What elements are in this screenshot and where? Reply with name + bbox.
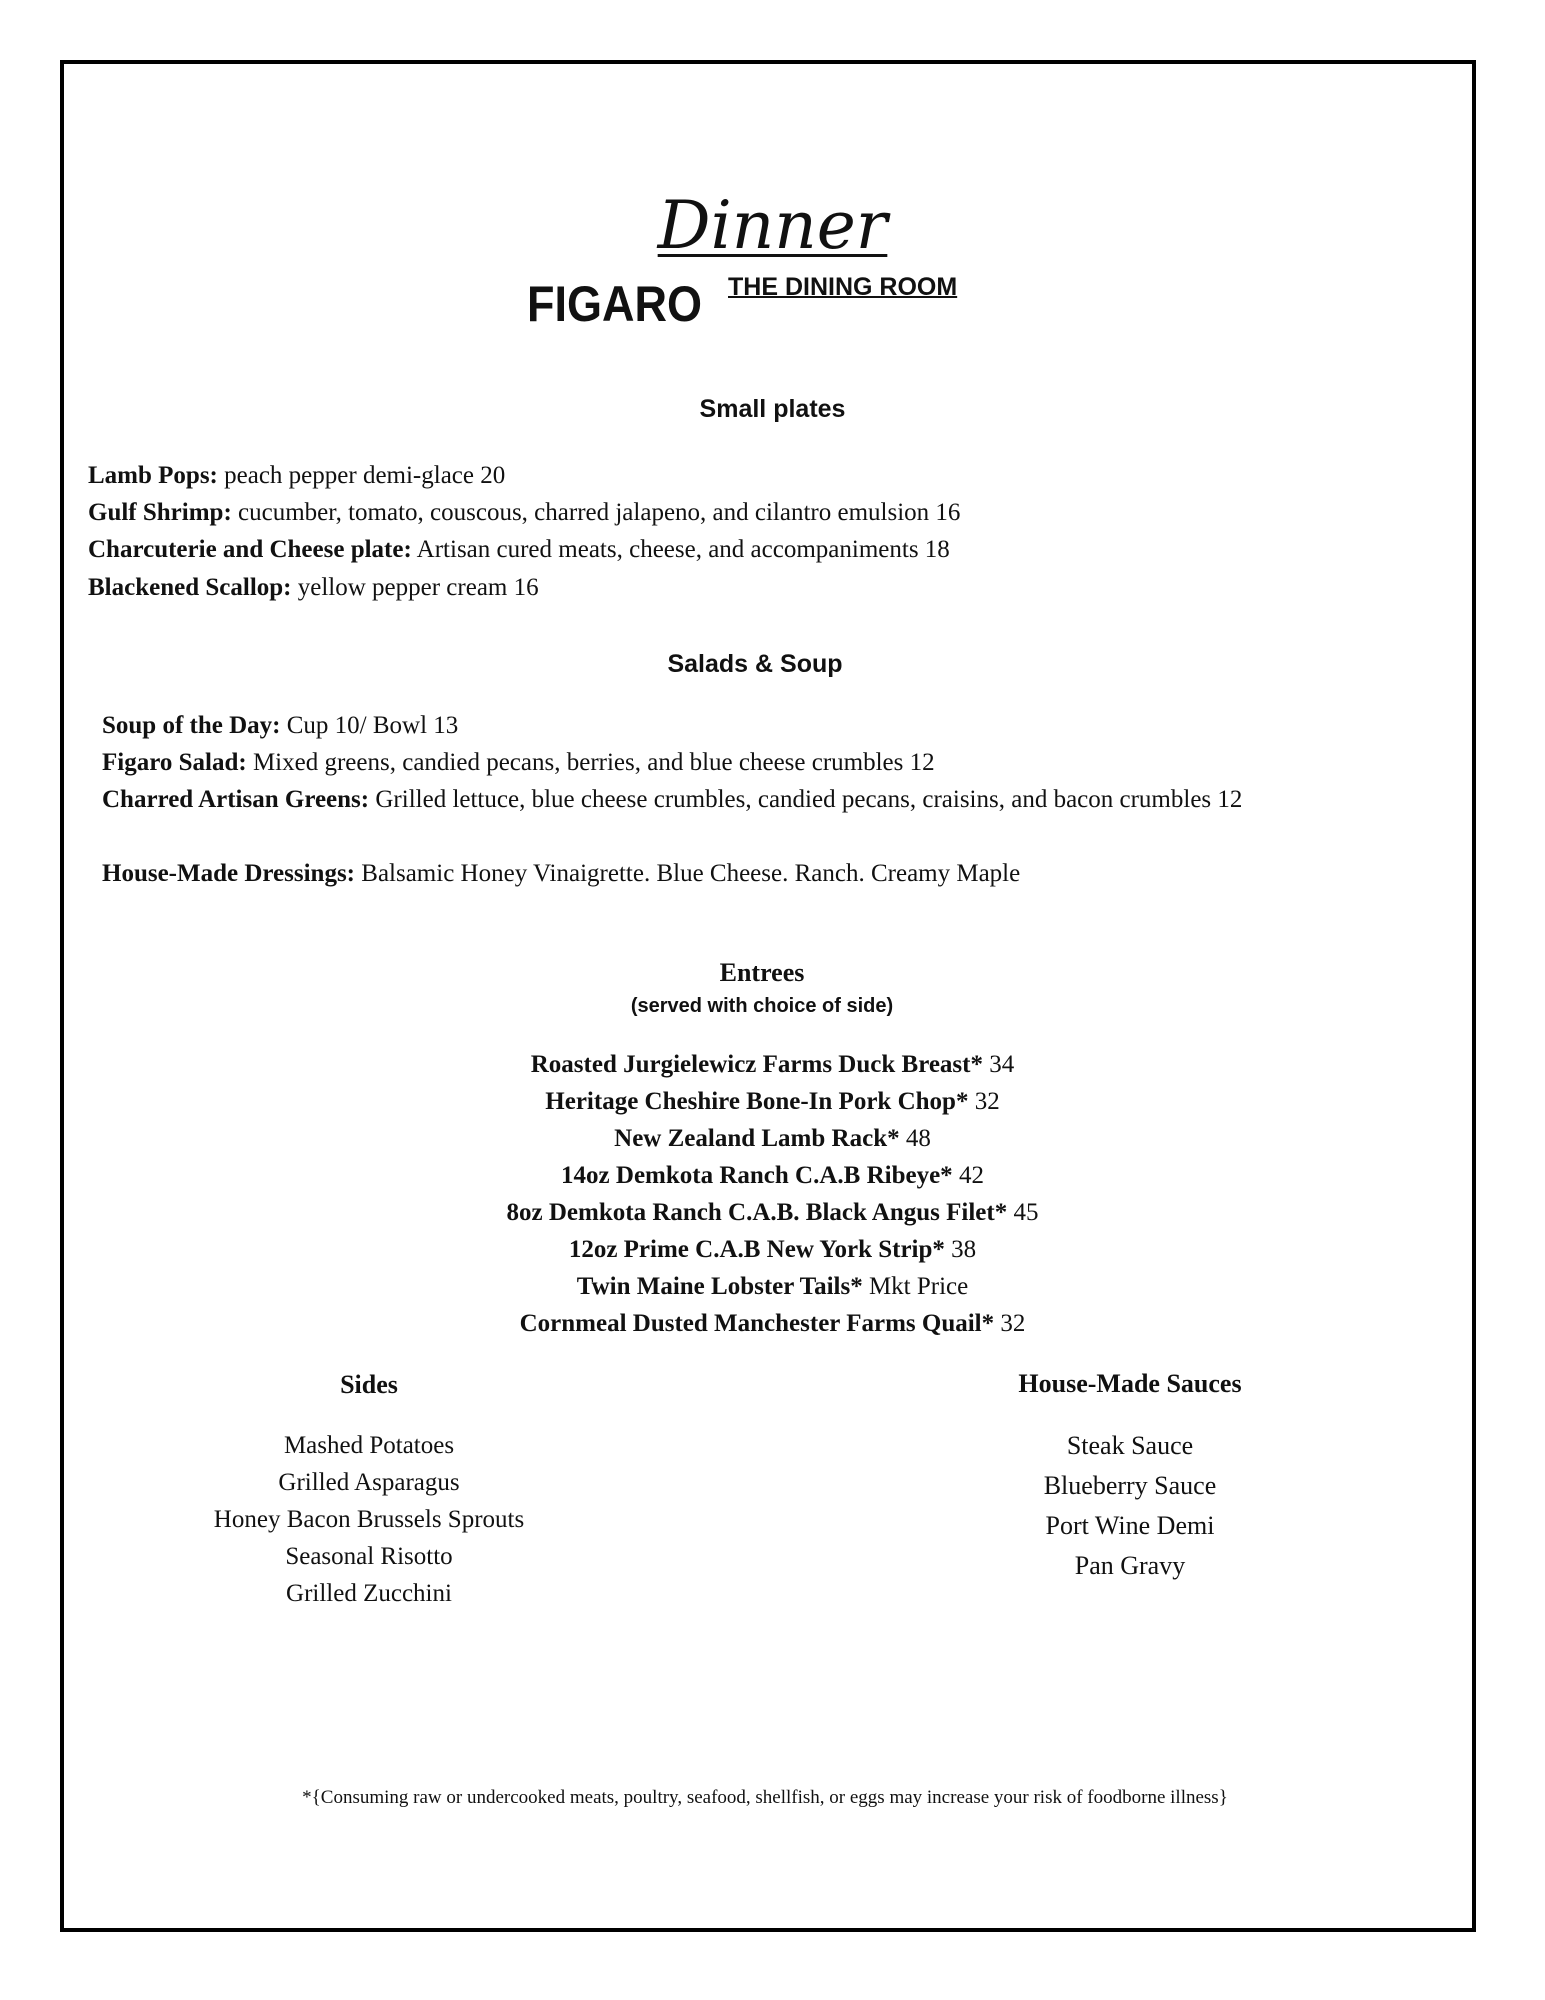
side-item: Seasonal Risotto [285, 1543, 453, 1570]
entree-item: Twin Maine Lobster Tails* Mkt Price [576, 1273, 969, 1300]
entrees-subheading: (served with choice of side) [630, 995, 894, 1017]
small-plates-heading: Small plates [699, 395, 846, 423]
menu-item: Blackened Scallop: yellow pepper cream 16 [88, 574, 539, 601]
brand-subtitle: THE DINING ROOM [728, 273, 958, 301]
entree-item: New Zealand Lamb Rack* 48 [614, 1125, 931, 1152]
salads-soup-heading: Salads & Soup [667, 650, 843, 678]
entree-item: 8oz Demkota Ranch C.A.B. Black Angus Filet* 45 [506, 1199, 1039, 1226]
sauce-item: Port Wine Demi [1045, 1511, 1215, 1540]
side-item: Grilled Zucchini [286, 1580, 452, 1607]
sides-column [139, 1369, 599, 1612]
entree-item: 12oz Prime C.A.B New York Strip* 38 [568, 1236, 977, 1263]
entree-item: Roasted Jurgielewicz Farms Duck Breast* 34 [530, 1051, 1015, 1078]
menu-item: Soup of the Day: Cup 10/ Bowl 13 [102, 712, 459, 739]
menu-item: Charred Artisan Greens: Grilled lettuce, blue cheese crumbles, candied pecans, craisins, and bacon crumbles 12 [102, 786, 1243, 813]
sauces-column [900, 1368, 1360, 1586]
sauce-item: Blueberry Sauce [1043, 1471, 1217, 1500]
sauces-heading: House-Made Sauces [1018, 1369, 1242, 1398]
sauce-item: Steak Sauce [1066, 1431, 1194, 1460]
menu-item: Charcuterie and Cheese plate: Artisan cured meats, cheese, and accompaniments 18 [88, 536, 950, 563]
menu-item: Figaro Salad: Mixed greens, candied pecans, berries, and blue cheese crumbles 12 [102, 749, 935, 776]
side-item: Mashed Potatoes [283, 1432, 455, 1459]
entrees-heading: Entrees [719, 958, 805, 987]
brand-name: FIGARO [527, 276, 702, 332]
menu-title: Dinner [657, 187, 888, 264]
menu-item: Gulf Shrimp: cucumber, tomato, couscous, charred jalapeno, and cilantro emulsion 16 [88, 499, 961, 526]
entree-item: Heritage Cheshire Bone-In Pork Chop* 32 [545, 1088, 1000, 1115]
side-item: Honey Bacon Brussels Sprouts [213, 1506, 525, 1533]
sides-heading: Sides [340, 1370, 398, 1399]
entree-item: Cornmeal Dusted Manchester Farms Quail* 32 [519, 1310, 1026, 1337]
side-item: Grilled Asparagus [278, 1469, 460, 1496]
entree-item: 14oz Demkota Ranch C.A.B Ribeye* 42 [561, 1162, 984, 1189]
food-safety-footnote: *{Consuming raw or undercooked meats, poultry, seafood, shellfish, or eggs may increase your risk of foodborne illness} [302, 1787, 1228, 1808]
menu-item: Lamb Pops: peach pepper demi-glace 20 [88, 462, 506, 489]
sauce-item: Pan Gravy [1074, 1551, 1186, 1580]
dressings-line: House-Made Dressings: Balsamic Honey Vinaigrette. Blue Cheese. Ranch. Creamy Maple [102, 860, 1021, 887]
